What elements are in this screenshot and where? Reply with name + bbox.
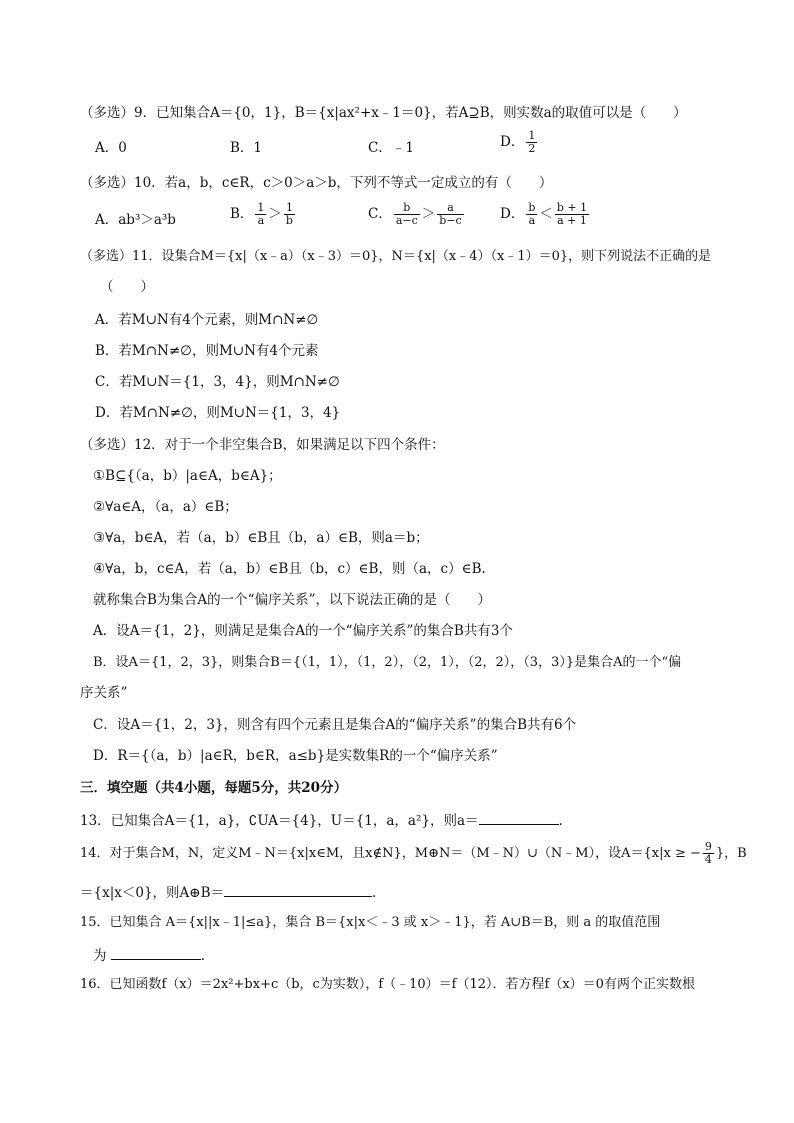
q11-option-c: C．若M∪N＝{1，3，4}，则M∩N≠∅ (95, 374, 340, 390)
q10-option-d: D． $\frac{b}{a}$ ＜ $\frac{b + 1}{a + 1}$ (500, 201, 588, 227)
question-10-stem: （多选）10．若a，b，c∈R，c＞0＞a＞b，下列不等式一定成立的有（ ） (80, 175, 553, 191)
q12-option-a: A．设A＝{1，2}，则满足是集合A的一个“偏序关系”的集合B共有3个 (93, 623, 513, 639)
q11-option-b: B．若M∩N≠∅，则M∪N有4个元素 (95, 343, 319, 359)
q10-option-c: C． $\frac{b}{a-c}$ ＞ $\frac{a}{b-c}$ (368, 201, 462, 227)
question-14-line-1: 14．对于集合M，N，定义M﹣N＝{x|x∈M，且x∉N}，M⊕N＝（M﹣N）∪（N﹣M），设A＝{x|x ≥ − $\frac{9}{4}$ }，B (80, 840, 747, 866)
question-12-stem: （多选）12．对于一个非空集合B，如果满足以下四个条件： (80, 437, 445, 453)
q11-option-a: A．若M∪N有4个元素，则M∩N≠∅ (95, 312, 319, 328)
q9-option-a: A．0 (95, 140, 127, 156)
q15-answer-blank[interactable] (111, 945, 201, 960)
question-13: 13．已知集合A＝{1，a}，∁UA＝{4}，U＝{1，a，a²}，则a＝ . (80, 810, 563, 830)
question-15-line-1: 15．已知集合 A＝{x||x﹣1|≤a}，集合 B＝{x|x＜﹣3 或 x＞﹣1}，若 A∪B＝B，则 a 的取值范围 (80, 915, 661, 930)
question-9-stem: （多选）9．已知集合A＝{0，1}，B＝{x|ax²+x﹣1＝0}，若A⊇B，则实数a的取值可以是（ ） (80, 105, 687, 121)
q12-option-b-cont: 序关系” (80, 685, 128, 701)
q10-option-a: A．ab³＞a³b (95, 212, 176, 228)
q12-condition-4: ④∀a，b，c∈A，若（a，b）∈B且（b，c）∈B，则（a，c）∈B. (93, 561, 486, 577)
q14-answer-blank[interactable] (224, 882, 372, 897)
q12-lead: 就称集合B为集合A的一个“偏序关系”，以下说法正确的是（ ） (93, 592, 491, 608)
q12-condition-1: ①B⊆{（a，b）|a∈A，b∈A}； (93, 468, 282, 484)
question-16: 16．已知函数f（x）＝2x²+bx+c（b，c为实数），f（﹣10）＝f（12）．若方程f（x）＝0有两个正实数根 (80, 977, 695, 992)
question-11-stem: （多选）11．设集合M＝{x|（x﹣a）（x﹣3）＝0}，N＝{x|（x﹣4）（x﹣1）＝0}，则下列说法不正确的是 (80, 249, 712, 264)
section-3-heading: 三．填空题（共4小题，每题5分，共20分） (80, 780, 348, 796)
q12-condition-2: ②∀a∈A，（a，a）∈B； (93, 499, 238, 515)
question-14-line-2: ＝{x|x＜0}，则A⊕B＝ . (80, 882, 376, 902)
q12-option-c: C．设A＝{1，2，3}，则含有四个元素且是集合A的“偏序关系”的集合B共有6个 (93, 717, 577, 733)
q10-option-b: B． $\frac{1}{a}$ ＞ $\frac{1}{b}$ (230, 201, 293, 227)
q12-condition-3: ③∀a，b∈A，若（a，b）∈B且（b，a）∈B，则a＝b； (93, 530, 429, 546)
q9-option-c: C．﹣1 (368, 140, 414, 156)
q9-d-fraction: $\frac{1}{2}$ (528, 129, 536, 155)
q11-option-d: D．若M∩N≠∅，则M∪N＝{1，3，4} (95, 405, 341, 421)
q11-answer-paren: （ ） (100, 279, 154, 295)
q9-option-d: D． $\frac{1}{2}$ (500, 129, 536, 155)
q12-option-b: B．设A＝{1，2，3}，则集合B＝{（1，1），（1，2），（2，1），（2，2），（3，3）}是集合A的一个“偏 (93, 655, 682, 670)
q12-option-d: D．R＝{（a，b）|a∈R，b∈R，a≤b}是实数集R的一个“偏序关系” (93, 748, 498, 764)
q9-option-b: B．1 (230, 140, 263, 156)
question-15-line-2: 为 . (93, 945, 205, 965)
q13-answer-blank[interactable] (479, 810, 559, 825)
